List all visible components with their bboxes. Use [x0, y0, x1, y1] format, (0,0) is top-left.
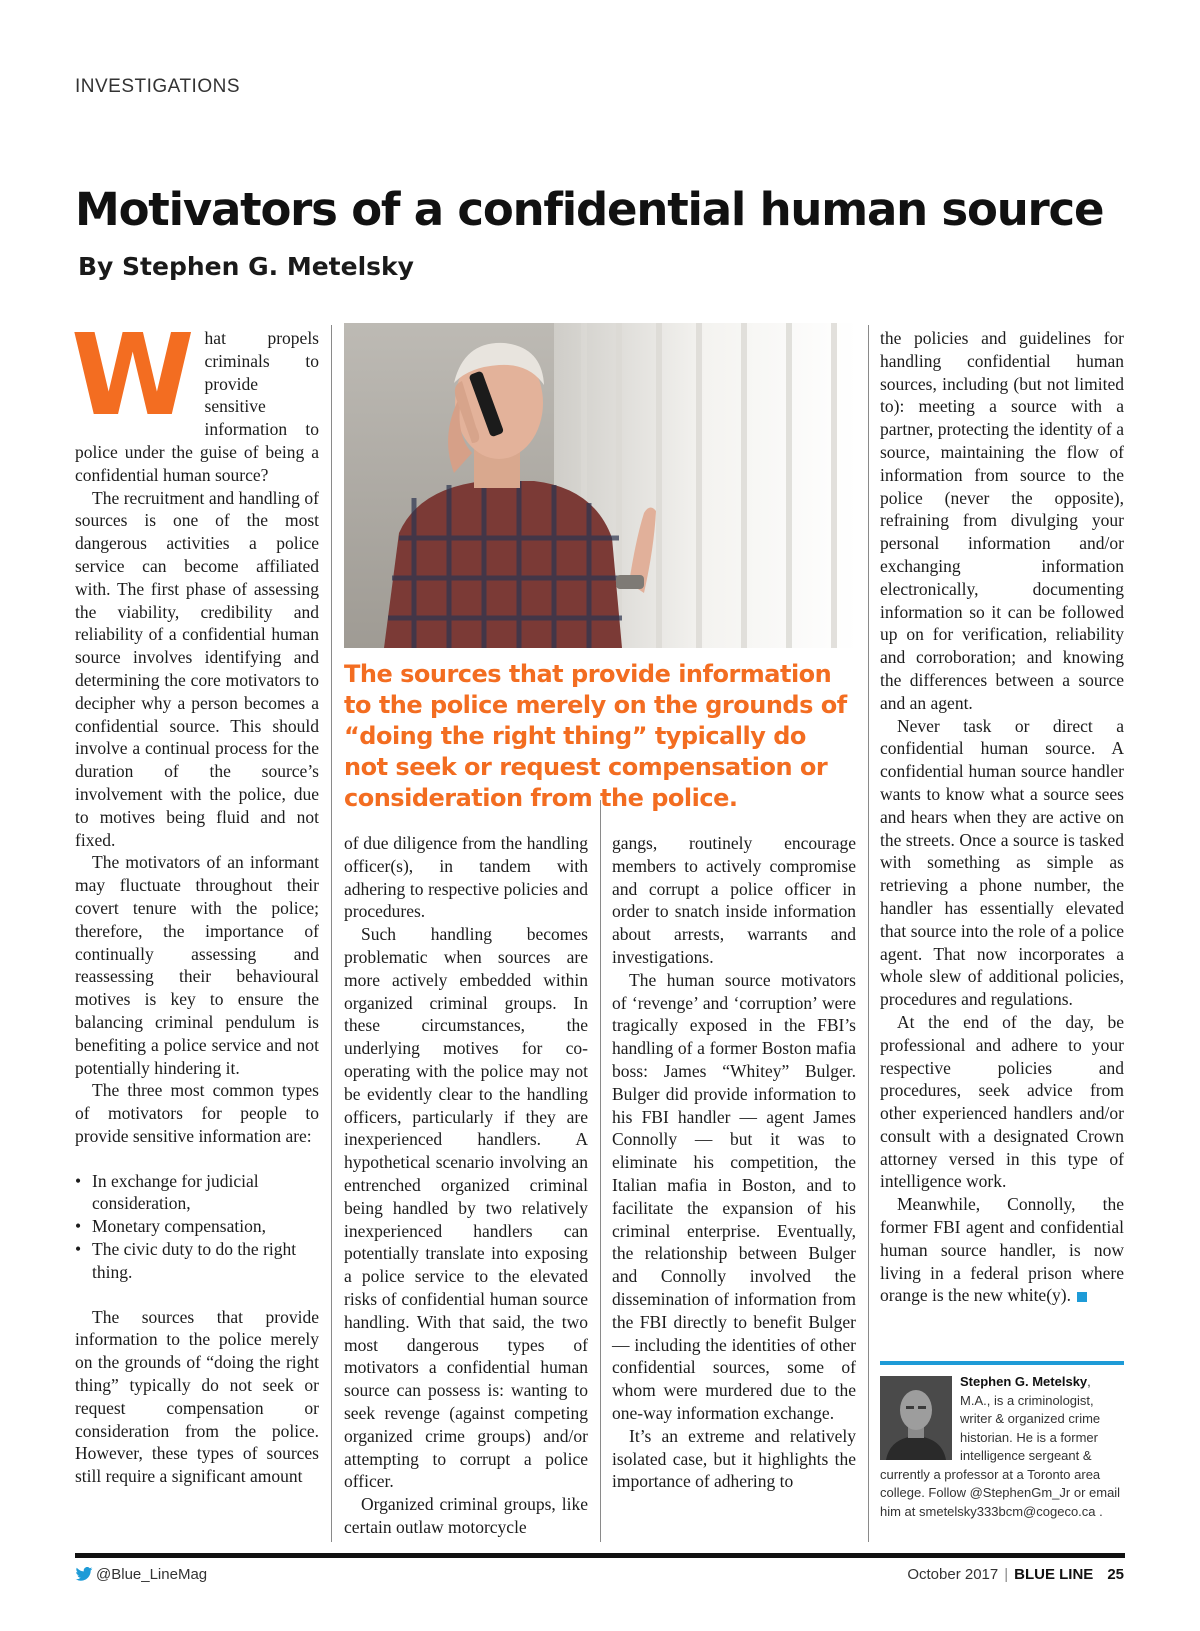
article-photo [344, 323, 857, 648]
body-paragraph: gangs, routinely encourage members to actively compromise and corrupt a police officer in order to snatch inside information about arrests, warrants and investigations. [612, 833, 856, 967]
body-paragraph: The sources that provide information to the police merely on the grounds of “doing the right thing” typically do not seek or request compensation or consideration from the police. However, these types of sources still require a significant amount [75, 1306, 319, 1487]
closing-paragraph [880, 1193, 1124, 1307]
article-column-1 [71, 311, 319, 1488]
list-item: • Monetary compensation, [75, 1215, 319, 1238]
body-paragraph: Never task or direct a confidential human source. A confidential human source handler wants to know what a source sees and hears when they are active on the streets. Once a source is tasked with something as simple as retrieving a phone number, the handler has essentially elevated that source into the role of a police agent. That now incorporates a whole slew of additional policies, procedures and regulations. [880, 715, 1124, 1010]
list-item: • The civic duty to do the right thing. [75, 1238, 319, 1284]
column-rule [600, 800, 601, 1542]
bio-divider [880, 1361, 1124, 1365]
issue-date: October 2017 [907, 1566, 999, 1583]
body-paragraph: It’s an extreme and relatively isolated case, but it highlights the importance of adhering to [612, 1425, 856, 1492]
body-paragraph: The recruitment and handling of sources is one of the most dangerous activities a police service can become affiliated with. The first phase of assessing the viability, credibility and reliability of a confidential human source involves identifying and determining the core motivators to decipher why a person becomes a confidential source. This should involve a continual process for the duration of the source’s involvement with the police, due to motives being fluid and not fixed. [75, 487, 319, 850]
column-rule [868, 325, 869, 1542]
folio-separator: | [1004, 1566, 1009, 1583]
footer-folio [907, 1566, 1124, 1583]
magazine-name: BLUE LINE [1014, 1566, 1094, 1583]
closing-text: Meanwhile, Connolly, the former FBI agent and confidential human source handler, is now living in a federal prison where orange is the new white(y). [880, 1194, 1124, 1306]
drop-cap: W [71, 311, 195, 441]
pull-quote: The sources that provide information to the police merely on the grounds of “doing the right thing” typically do not seek or request compensation or consideration from the police. [344, 660, 847, 812]
twitter-bird-icon [75, 1567, 93, 1581]
article-headline: Motivators of a confidential human source [75, 183, 1104, 236]
body-paragraph: The motivators of an informant may fluctuate throughout their covert tenure with the police; therefore, the importance of continually assessing and reassessing their behavioural motives is key to ensure the balancing criminal pendulum is benefiting a police service and not potentially hindering it. [75, 852, 319, 1078]
body-paragraph: The three most common types of motivators for people to provide sensitive information are: [75, 1080, 319, 1146]
author-name: Stephen G. Metelsky [960, 1374, 1088, 1389]
lead-paragraph: hat propels criminals to provide sensitive information to police under the guise of being a confidential human source? [75, 328, 319, 485]
list-item: • In exchange for judicial consideration, [75, 1170, 319, 1216]
section-label: INVESTIGATIONS [75, 76, 241, 97]
article-column-3 [612, 832, 856, 1493]
author-bio [880, 1373, 1124, 1521]
body-paragraph: of due diligence from the handling officer(s), in tandem with adhering to respective policies and procedures. [344, 833, 588, 922]
article-column-4 [880, 327, 1124, 1307]
body-paragraph: the policies and guidelines for handling confidential human sources, including (but not limited to): meeting a source with a partner, protecting the identity of a source, maintaining the flow of information from source to the police (never the opposite), refraining from divulging your personal information and/or exchanging information electronically, documenting information so it can be followed up on for verification, reliability and corroboration; and knowing the differences between a source and an agent. [880, 328, 1124, 713]
article-byline: By Stephen G. Metelsky [78, 252, 414, 281]
footer-social[interactable] [75, 1566, 207, 1583]
end-mark-icon [1077, 1292, 1087, 1302]
body-paragraph: Organized criminal groups, like certain outlaw motorcycle [344, 1494, 588, 1537]
motivators-list [75, 1170, 319, 1284]
body-paragraph: At the end of the day, be professional and adhere to your respective policies and procedures, seek advice from other experienced handlers and/or consult with a designated Crown attorney versed in this type of intelligence work. [880, 1011, 1124, 1192]
article-column-2 [344, 832, 588, 1539]
twitter-handle: @Blue_LineMag [96, 1566, 208, 1583]
footer-rule [75, 1553, 1125, 1558]
body-paragraph: The human source motivators of ‘revenge’ and ‘corruption’ were tragically exposed in the FBI’s handling of a former Boston mafia boss: James “Whitey” Bulger. Bulger did provide information to his FBI handler — agent James Connolly — but it was to eliminate his competition, the Italian mafia in Boston, and to facilitate the expansion of his criminal enterprise. Eventually, the relationship between Bulger and Connolly involved the dissemination of information from the FBI directly to benefit Bulger — including the identities of other confidential sources, some of whom were murdered due to the one-way information exchange. [612, 969, 856, 1423]
column-rule [331, 325, 332, 1542]
body-paragraph: Such handling becomes problematic when sources are more actively embedded within organized criminal groups. In these circumstances, the underlying motives for co-operating with the police may not be evidently clear to the handling officers, particularly if they are inexperienced handlers. A hypothetical scenario involving an entrenched organized criminal being handled by two relatively inexperienced handlers can potentially translate into exposing a police service to the elevated risks of confidential human source handling. With that said, the two most dangerous types of motivators a confidential human source can possess is: wanting to seek revenge (against competing organized crime groups) and/or attempting to corrupt a police officer. [344, 924, 588, 1492]
man-on-phone-illustration [344, 323, 857, 648]
author-bio-text: , M.A., is a criminologist, writer & organized crime historian. He is a former intelligence sergeant & currently a professor at a Toronto area college. Follow @StephenGm_Jr or email him at smetelsky333bcm@cogeco.ca . [880, 1374, 1121, 1519]
page-number: 25 [1107, 1566, 1124, 1583]
